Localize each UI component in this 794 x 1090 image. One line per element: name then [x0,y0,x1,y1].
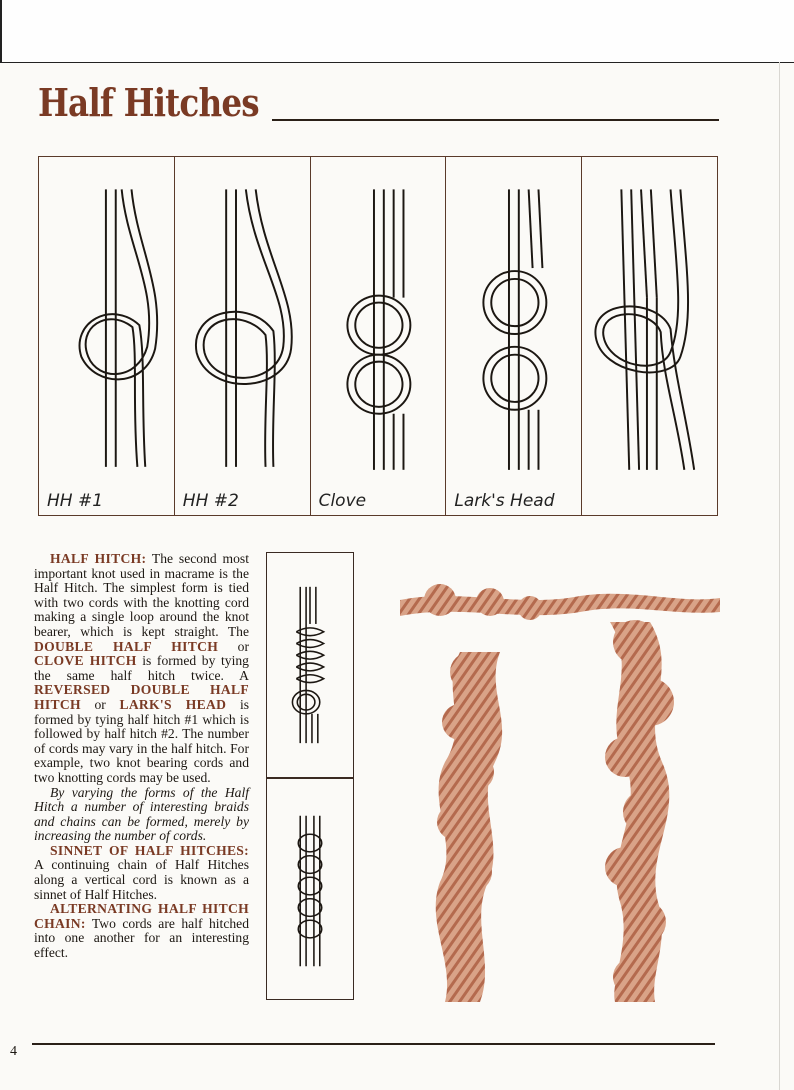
knot-diagram-strip [38,156,718,516]
text-run: The second most important knot used in macrame is the Half Hitch. The simplest form is tied with two cords with the knotting cord making a single loop around the knot bearer, which is kept straight. The [34,551,249,639]
knot-panel-clove [311,157,447,515]
macrame-chain-photo [400,582,720,1007]
article-text [34,552,249,961]
text-run: or [218,638,249,654]
title-rule [272,119,719,121]
sinnet-of-half-hitches-illustration [267,553,353,777]
paragraph-half-hitch [34,552,249,786]
text-run: A continuing chain of Half Hitches along a vertical cord is known as a sinnet of Half Hitches. [34,857,249,902]
text-run: or [80,696,120,712]
paragraph-alternating-chain [34,902,249,960]
text-run: By varying the forms of the [50,784,225,800]
paragraph-varying-forms [34,786,249,844]
text-run: is formed by tying half hitch #1 which is followed by half hitch #2. The number of cords may vary in the half hitch. For example, two knot bearing cords and two knotting cords may be used. [34,696,250,785]
text-run: is formed by tying the same half hitch twice. A [34,653,249,683]
scan-edge [0,0,2,62]
scan-top-margin [0,0,794,63]
text-run: Half Hitch a number of interesting braids and chains can be formed, merely by increasing the number of cords. [34,784,249,844]
half-hitch-1-illustration [39,157,174,515]
half-hitch-2-illustration [175,157,310,515]
page-number: 4 [10,1044,17,1059]
term: CLOVE HITCH [34,653,137,669]
alternating-half-hitch-chain-illustration [267,778,353,1000]
knot-panel-hh1 [39,157,175,515]
term: REVERSED DOUBLE HALF HITCH [34,682,249,712]
chain-diagram-box [266,552,354,1000]
knot-panel-hh2 [175,157,311,515]
larks-head-illustration [446,157,581,515]
knot-label: HH #1 [47,491,104,511]
page-title: Half Hitches [38,80,259,125]
knot-label: Lark's Head [454,491,555,511]
term: DOUBLE HALF HITCH [34,638,219,654]
knot-illustration-5 [582,157,717,515]
bottom-rule [32,1043,715,1045]
knot-panel-larks-head [446,157,582,515]
term: ALTERNATING HALF HITCH CHAIN: [34,901,249,931]
knot-panel-5 [582,157,717,515]
term: SINNET OF HALF HITCHES: [50,842,249,858]
term: LARK'S HEAD [119,696,227,712]
knot-label: Clove [318,491,367,511]
paragraph-sinnet [34,844,249,902]
page-edge [779,62,780,1090]
text-run: Two cords are half hitched into one another for an interesting effect. [34,915,249,961]
term: HALF HITCH: [50,551,147,566]
clove-hitch-illustration [311,157,446,515]
knot-label: HH #2 [182,491,239,511]
